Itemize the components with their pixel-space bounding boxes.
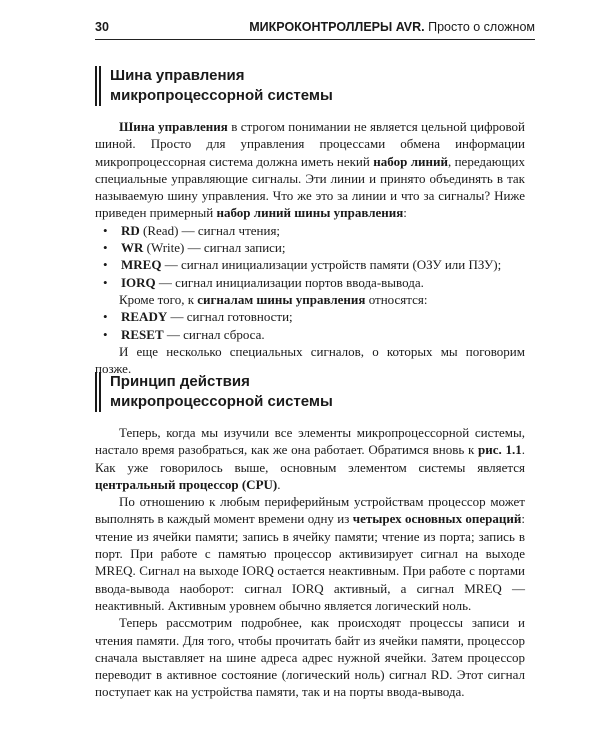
paragraph [95, 493, 525, 614]
paragraph [95, 118, 525, 222]
signal-name: MREQ [121, 257, 162, 273]
list-item [95, 308, 525, 325]
heading-line: Шина управления [110, 67, 245, 84]
signal-list [95, 308, 525, 343]
book-title-subtitle: Просто о сложном [424, 20, 535, 34]
term-bold: четырех основных операций [352, 511, 522, 527]
book-title [249, 20, 535, 34]
term-bold: Шина управления [119, 119, 228, 134]
signal-name: RD [121, 222, 140, 238]
figure-ref: рис. 1.1 [478, 442, 522, 458]
list-item [95, 326, 525, 343]
signal-desc: — сигнал инициализации портов ввода-вывода. [155, 274, 424, 290]
signal-name: RESET [121, 326, 164, 342]
paragraph [95, 424, 525, 493]
section-heading-control-bus [95, 66, 540, 106]
heading-line: микропроцессорной системы [110, 393, 333, 410]
book-title-bold: МИКРОКОНТРОЛЛЕРЫ AVR. [249, 20, 425, 34]
signal-desc: — сигнал готовности; [167, 309, 293, 325]
text: : [403, 205, 407, 221]
section-body-control-bus [95, 118, 525, 377]
heading-line: микропроцессорной системы [110, 87, 333, 104]
page-number: 30 [95, 20, 109, 34]
signal-name: WR [121, 240, 144, 256]
paragraph: Теперь рассмотрим подробнее, как происходят процессы записи и чтения памяти. Для того, чтобы прочитать байт из ячейки памяти, процессор сначала выставляет на шине адреса адрес нужной ячейки. Затем процессор переводит в активное состояние (логический ноль) сигнал RD. Этот сигнал поступает как на устройства памяти, так и на порты ввода-вывода. [95, 615, 525, 700]
list-item [95, 256, 525, 273]
term-bold: набор линий шины управления [216, 205, 404, 221]
heading-line: Принцип действия [110, 373, 250, 390]
text: Кроме того, к [119, 291, 198, 307]
text: Теперь, когда мы изучили все элементы микропроцессорной системы, настало время разобраться, как же она работает. Обратимся вновь к [95, 425, 525, 458]
signal-desc: — сигнал сброса. [163, 326, 265, 342]
section-heading-operation-principle [95, 372, 540, 412]
signal-desc: — сигнал инициализации устройств памяти (ОЗУ или ПЗУ); [161, 257, 502, 273]
section-body-operation-principle [95, 424, 525, 701]
term-bold: центральный процессор (CPU) [95, 476, 278, 492]
list-item [95, 222, 525, 239]
signal-list [95, 222, 525, 291]
text: относятся: [365, 291, 428, 307]
paragraph: И еще несколько специальных сигналов, о которых мы поговорим позже. [95, 343, 525, 377]
signal-desc: (Read) — сигнал чтения; [139, 222, 281, 238]
text: . Как уже говорилось выше, основным элементом системы является [95, 442, 525, 475]
text: По отношению к любым периферийным устройствам процессор может выполнять в каждый момент времени одну из [95, 494, 525, 527]
running-header [95, 20, 535, 40]
list-item [95, 274, 525, 291]
text: , передающих специальные управляющие сигналы. Эти линии и принято объединять в так называемую шину управления. Что же это за линии и что за сигналы? Ниже приведен примерный [95, 153, 525, 221]
paragraph [95, 291, 525, 308]
term-bold: набор линий [373, 153, 448, 169]
text: в строгом понимании не является цельной цифровой шиной. Просто для управления процессами обмена информации микропроцессорная система должна иметь некий [95, 119, 525, 169]
signal-name: IORQ [121, 274, 156, 290]
list-item [95, 239, 525, 256]
text: : чтение из ячейки памяти; запись в ячейку памяти; чтение из порта; запись в порт. При работе с памятью процессор активизирует сигнал на выходе MREQ. Сигнал на выходе IORQ остается неактивным. При работе с портами ввода-вывода наоборот: сигнал IORQ активный, а сигнал MREQ — неактивный. Активным уровнем обычно является логический ноль. [95, 511, 526, 613]
term-bold: сигналам шины управления [197, 291, 366, 307]
text: . [277, 476, 281, 492]
signal-name: READY [121, 309, 168, 325]
signal-desc: (Write) — сигнал записи; [143, 240, 286, 256]
